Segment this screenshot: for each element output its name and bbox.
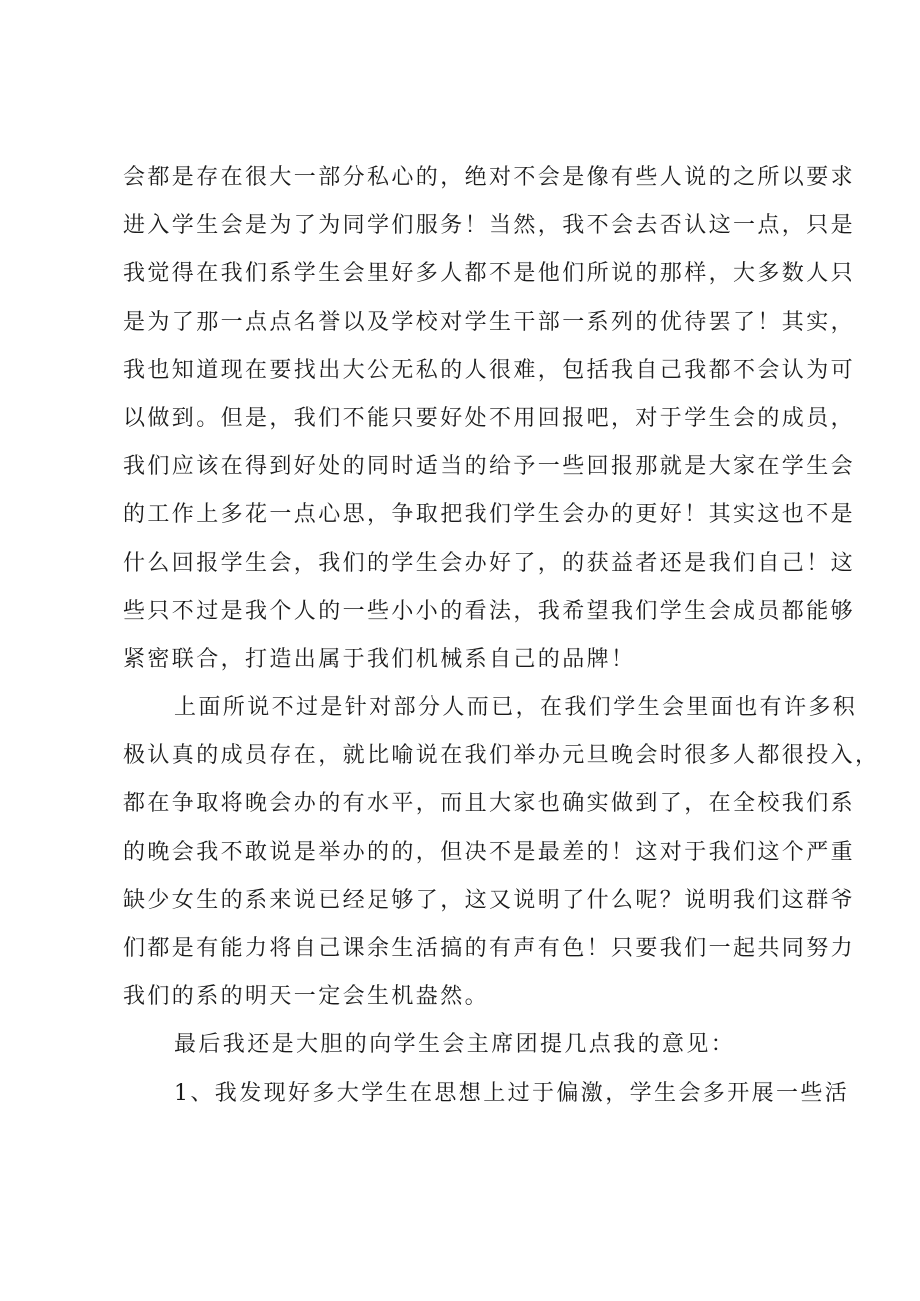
- text-line: 是为了那一点点名誉以及学校对学生干部一系列的优待罢了！其实，: [123, 309, 856, 335]
- text-line-indented: 1、我发现好多大学生在思想上过于偏激，学生会多开展一些活: [174, 1080, 850, 1106]
- text-line: 以做到。但是，我们不能只要好处不用回报吧，对于学生会的成员，: [123, 405, 856, 431]
- text-line: 们都是有能力将自己课余生活搞的有声有色！只要我们一起共同努力: [123, 936, 856, 961]
- paragraph-3: [123, 1021, 823, 1069]
- text-line: 些只不过是我个人的一些小小的看法，我希望我们学生会成员都能够: [123, 598, 856, 624]
- text-line: 的工作上多花一点心思，争取把我们学生会办的更好！其实这也不是: [123, 502, 856, 528]
- text-line: 缺少女生的系来说已经足够了，这又说明了什么呢？说明我们这群爷: [123, 887, 856, 913]
- text-line: 进入学生会是为了为同学们服务！当然，我不会去否认这一点，只是: [123, 213, 856, 239]
- document-body: [123, 154, 880, 1118]
- text-line: 的晚会我不敢说是举办的的，但决不是最差的！这对于我们这个严重: [123, 839, 856, 865]
- text-line: 会都是存在很大一部分私心的，绝对不会是像有些人说的之所以要求: [123, 165, 856, 190]
- paragraph-4-list-item: [123, 1070, 850, 1118]
- text-line: 都在争取将晚会办的有水平，而且大家也确实做到了，在全校我们系: [123, 791, 856, 817]
- text-line-indented: 上面所说不过是针对部分人而已，在我们学生会里面也有许多积: [174, 695, 858, 721]
- text-line: 我也知道现在要找出大公无私的人很难，包括我自己我都不会认为可: [123, 357, 856, 383]
- text-line-indented: 最后我还是大胆的向学生会主席团提几点我的意见：: [174, 1032, 736, 1058]
- paragraph-1: [123, 154, 856, 684]
- text-line: 什么回报学生会，我们的学生会办好了，的获益者还是我们自己！这: [123, 550, 856, 576]
- text-line: 我觉得在我们系学生会里好多人都不是他们所说的那样，大多数人只: [123, 261, 856, 287]
- text-line: 极认真的成员存在，就比喻说在我们举办元旦晚会时很多人都很投入，: [123, 743, 880, 769]
- text-line: 我们应该在得到好处的同时适当的给予一些回报那就是大家在学生会: [123, 454, 856, 480]
- paragraph-2: [123, 684, 880, 1021]
- text-line: 紧密联合，打造出属于我们机械系自己的品牌！: [123, 646, 636, 672]
- text-line: 我们的系的明天一定会生机盎然。: [123, 984, 490, 1010]
